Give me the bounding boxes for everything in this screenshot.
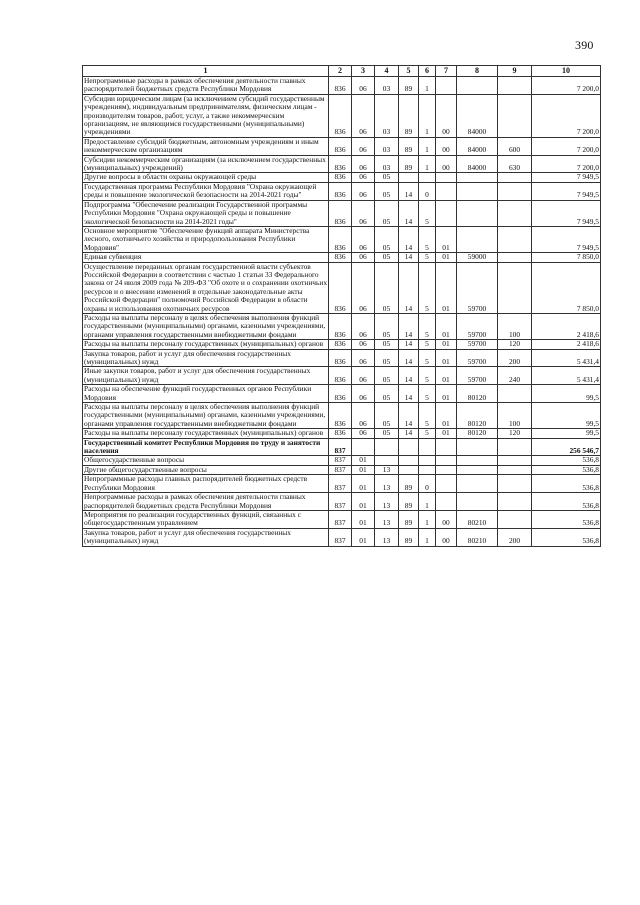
row-code-7: 01 [436,429,457,438]
table-row [83,403,601,429]
row-code-9 [498,456,532,465]
table-row [83,456,601,465]
row-amount: 7 850,0 [532,253,601,262]
row-code-8: 84000 [457,94,498,137]
row-code-3: 06 [352,173,375,182]
table-row [83,493,601,511]
row-code-5: 14 [399,182,419,200]
row-code-2: 836 [329,173,352,182]
row-code-9 [498,262,532,313]
row-code-7: 00 [436,155,457,173]
row-code-2: 836 [329,313,352,339]
row-code-2: 836 [329,94,352,137]
row-code-2: 836 [329,182,352,200]
row-code-4: 03 [375,94,399,137]
table-body [83,77,601,547]
row-description: Другие вопросы в области охраны окружающей среды [83,173,329,182]
row-code-9 [498,493,532,511]
row-code-4 [375,438,399,456]
row-code-6: 5 [419,200,436,226]
row-description: Субсидии юридическим лицам (за исключением субсидий государственным учреждениям), индивидуальным предпринимателям, физическим лицам - производителям товаров, работ, услуг, а также некоммерческим организациям, не являющимся государственными (муниципальными) учреждениями [83,94,329,137]
row-code-7 [436,173,457,182]
row-code-6: 5 [419,367,436,385]
row-code-3: 01 [352,465,375,474]
row-code-5 [399,438,419,456]
header-cell: 1 [83,66,329,77]
row-code-2: 836 [329,253,352,262]
row-code-7: 00 [436,137,457,155]
row-code-9: 120 [498,429,532,438]
table-row [83,385,601,403]
row-code-5: 89 [399,528,419,546]
row-code-6: 5 [419,385,436,403]
row-code-4: 13 [375,475,399,493]
row-code-7: 00 [436,528,457,546]
row-code-3: 06 [352,313,375,339]
row-code-4: 05 [375,349,399,367]
row-code-2: 836 [329,200,352,226]
table-header-row [83,66,601,77]
row-amount: 99,5 [532,403,601,429]
row-code-5: 14 [399,253,419,262]
row-description: Расходы на выплаты персоналу в целях обеспечения выполнения функций государственными (муниципальными) органами, казенными учреждениями, органами управления государственными внебюджетными фондами [83,403,329,429]
row-code-4: 05 [375,253,399,262]
header-cell: 3 [352,66,375,77]
row-code-8: 80210 [457,510,498,528]
row-description: Расходы на обеспечение функций государственных органов Республики Мордовия [83,385,329,403]
row-code-2: 836 [329,349,352,367]
row-code-8: 80120 [457,385,498,403]
row-amount: 536,8 [532,456,601,465]
row-code-7: 01 [436,385,457,403]
row-code-8: 59700 [457,367,498,385]
row-amount: 2 418,6 [532,313,601,339]
row-code-6 [419,456,436,465]
row-code-3: 06 [352,429,375,438]
row-code-7: 01 [436,253,457,262]
table-row [83,475,601,493]
row-amount: 5 431,4 [532,367,601,385]
table-row [83,182,601,200]
row-code-2: 836 [329,367,352,385]
row-code-5: 14 [399,262,419,313]
row-code-4: 05 [375,226,399,252]
header-cell: 8 [457,66,498,77]
row-code-4: 03 [375,155,399,173]
row-code-9: 100 [498,313,532,339]
row-code-9: 100 [498,403,532,429]
row-code-6 [419,438,436,456]
row-code-9: 240 [498,367,532,385]
row-code-2: 836 [329,226,352,252]
row-code-3: 06 [352,77,375,95]
row-code-5: 14 [399,340,419,349]
table-row [83,528,601,546]
table-row [83,262,601,313]
table-row [83,200,601,226]
row-code-4: 13 [375,493,399,511]
row-code-6: 5 [419,403,436,429]
row-code-3: 06 [352,403,375,429]
row-code-2: 837 [329,528,352,546]
row-code-7 [436,493,457,511]
row-amount: 7 949,5 [532,182,601,200]
row-description: Другие общегосударственные вопросы [83,465,329,474]
row-code-8 [457,465,498,474]
row-code-7: 01 [436,403,457,429]
row-code-7: 01 [436,262,457,313]
row-code-3: 06 [352,200,375,226]
row-code-5: 89 [399,510,419,528]
row-code-4: 05 [375,429,399,438]
row-description: Непрограммные расходы в рамках обеспечения деятельности главных распорядителей бюджетных средств Республики Мордовия [83,77,329,95]
row-description: Подпрограмма "Обеспечение реализации Государственной программы Республики Мордовия "Охрана окружающей среды и повышение экологической безопасности на 2014-2021 годы" [83,200,329,226]
row-code-9 [498,182,532,200]
row-code-9 [498,465,532,474]
header-cell: 6 [419,66,436,77]
row-code-2: 837 [329,456,352,465]
row-code-4: 05 [375,403,399,429]
row-code-6: 0 [419,182,436,200]
row-code-7: 01 [436,226,457,252]
row-code-5: 89 [399,77,419,95]
row-code-6: 1 [419,94,436,137]
row-code-9 [498,200,532,226]
row-code-2: 836 [329,137,352,155]
row-code-5: 14 [399,429,419,438]
table-row [83,137,601,155]
row-code-4: 05 [375,385,399,403]
row-code-2: 836 [329,429,352,438]
row-code-3: 06 [352,137,375,155]
row-code-7 [436,475,457,493]
row-code-3: 01 [352,493,375,511]
row-code-8: 84000 [457,137,498,155]
row-code-9: 600 [498,137,532,155]
row-code-4: 03 [375,137,399,155]
row-code-4: 05 [375,173,399,182]
row-code-8 [457,200,498,226]
row-code-9 [498,77,532,95]
row-amount: 2 418,6 [532,340,601,349]
row-description: Закупка товаров, работ и услуг для обеспечения государственных (муниципальных) нужд [83,528,329,546]
row-code-8: 59700 [457,340,498,349]
table-row [83,438,601,456]
table-row [83,155,601,173]
row-code-6: 5 [419,313,436,339]
row-code-2: 836 [329,77,352,95]
row-code-5: 14 [399,367,419,385]
table-row [83,77,601,95]
row-code-8 [457,77,498,95]
row-code-5: 89 [399,137,419,155]
row-amount: 7 949,5 [532,173,601,182]
row-description: Мероприятия по реализации государственных функций, связанных с общегосударственным управлением [83,510,329,528]
row-code-6: 5 [419,253,436,262]
row-code-4: 05 [375,182,399,200]
row-code-8: 59700 [457,313,498,339]
row-code-4: 03 [375,77,399,95]
budget-table [82,65,601,547]
row-code-5 [399,456,419,465]
row-code-7 [436,200,457,226]
row-code-8: 59700 [457,349,498,367]
row-amount: 536,8 [532,475,601,493]
table-row [83,94,601,137]
row-amount: 7 850,0 [532,262,601,313]
row-code-9 [498,385,532,403]
row-code-7: 01 [436,349,457,367]
row-code-7: 01 [436,367,457,385]
row-code-3: 01 [352,456,375,465]
row-code-8: 59000 [457,253,498,262]
row-code-7: 01 [436,313,457,339]
table-row [83,313,601,339]
row-amount: 536,8 [532,510,601,528]
row-code-6: 1 [419,137,436,155]
row-code-5: 14 [399,226,419,252]
row-description: Расходы на выплаты персоналу государственных (муниципальных) органов [83,340,329,349]
row-code-5: 89 [399,475,419,493]
row-description: Расходы на выплаты персоналу в целях обеспечения выполнения функций государственными (муниципальными) органами, казенными учреждениями, органами управления государственными внебюджетными фондами [83,313,329,339]
row-code-3: 06 [352,367,375,385]
header-cell: 9 [498,66,532,77]
row-description: Предоставление субсидий бюджетным, автономным учреждениям и иным некоммерческим организациям [83,137,329,155]
row-code-3: 06 [352,94,375,137]
header-cell: 2 [329,66,352,77]
row-code-2: 836 [329,403,352,429]
row-amount: 536,8 [532,465,601,474]
row-code-3: 06 [352,182,375,200]
table-row [83,173,601,182]
row-code-8: 80120 [457,429,498,438]
row-code-3: 06 [352,226,375,252]
row-code-9 [498,475,532,493]
row-code-2: 836 [329,155,352,173]
header-cell: 4 [375,66,399,77]
row-code-4: 13 [375,528,399,546]
row-code-4 [375,456,399,465]
row-code-5 [399,465,419,474]
header-cell: 7 [436,66,457,77]
row-code-7: 00 [436,94,457,137]
row-code-3: 06 [352,253,375,262]
row-amount: 536,8 [532,493,601,511]
row-description: Иные закупки товаров, работ и услуг для обеспечения государственных (муниципальных) нужд [83,367,329,385]
row-description: Непрограммные расходы главных распорядителей бюджетных средств Республики Мордовия [83,475,329,493]
table-row [83,340,601,349]
row-code-5: 14 [399,403,419,429]
row-code-2: 837 [329,510,352,528]
row-code-6: 5 [419,262,436,313]
row-description: Субсидии некоммерческим организациям (за исключением государственных (муниципальных) учреждений) [83,155,329,173]
row-code-8 [457,493,498,511]
row-amount: 99,5 [532,385,601,403]
row-code-9: 120 [498,340,532,349]
row-code-7 [436,438,457,456]
row-code-2: 836 [329,385,352,403]
row-code-4: 05 [375,262,399,313]
page-number: 390 [575,38,594,52]
row-code-5: 14 [399,349,419,367]
row-code-4: 13 [375,510,399,528]
row-code-5: 89 [399,493,419,511]
row-amount: 7 200,0 [532,77,601,95]
row-code-5: 14 [399,385,419,403]
row-code-9 [498,226,532,252]
row-code-6: 1 [419,77,436,95]
row-code-6: 1 [419,155,436,173]
row-code-6: 1 [419,493,436,511]
table-row [83,465,601,474]
table-row [83,510,601,528]
row-amount: 99,5 [532,429,601,438]
row-code-6: 5 [419,226,436,252]
row-code-5: 89 [399,155,419,173]
row-code-8 [457,182,498,200]
row-code-2: 837 [329,438,352,456]
row-code-8: 84000 [457,155,498,173]
row-code-2: 836 [329,340,352,349]
row-code-2: 837 [329,465,352,474]
row-code-3: 06 [352,385,375,403]
row-code-2: 837 [329,475,352,493]
row-code-5 [399,173,419,182]
row-code-9 [498,438,532,456]
row-description: Общегосударственные вопросы [83,456,329,465]
row-code-8 [457,438,498,456]
row-code-6: 1 [419,510,436,528]
row-code-4: 05 [375,367,399,385]
row-code-4: 13 [375,465,399,474]
row-amount: 5 431,4 [532,349,601,367]
row-code-3: 01 [352,510,375,528]
row-description: Основное мероприятие "Обеспечение функций аппарата Министерства лесного, охотничьего хозяйства и природопользования Республики Мордовия" [83,226,329,252]
row-code-9: 200 [498,349,532,367]
row-code-8: 80120 [457,403,498,429]
row-code-9 [498,253,532,262]
row-code-9 [498,173,532,182]
row-amount: 7 200,0 [532,94,601,137]
row-description: Осуществление переданных органам государственной власти субъектов Российской Федерации в соответствии с частью 1 статьи 33 Федерального закона от 24 июля 2009 года № 209-ФЗ "Об охоте и о сохранении охотничьих ресурсов и о внесении изменений в отдельные законодательные акты Российской Федерации" полномочий Российской Федерации в области охраны и использования охотничьих ресурсов [84,262,328,313]
row-code-4: 05 [375,313,399,339]
row-code-8 [457,173,498,182]
row-description: Расходы на выплаты персоналу государственных (муниципальных) органов [83,429,329,438]
header-cell: 5 [399,66,419,77]
header-cell: 10 [532,66,601,77]
row-code-7 [436,77,457,95]
row-code-8: 59700 [457,262,498,313]
row-code-6: 1 [419,528,436,546]
row-code-8: 80210 [457,528,498,546]
table-row [83,349,601,367]
row-code-8 [457,475,498,493]
row-amount: 7 949,5 [532,200,601,226]
row-code-9 [498,510,532,528]
row-code-3: 06 [352,155,375,173]
row-code-7 [436,465,457,474]
row-description: Закупка товаров, работ и услуг для обеспечения государственных (муниципальных) нужд [83,349,329,367]
row-amount: 7 200,0 [532,137,601,155]
row-description: Единая субвенция [83,253,329,262]
row-code-3: 06 [352,349,375,367]
table-row [83,226,601,252]
row-description: Непрограммные расходы в рамках обеспечения деятельности главных распорядителей бюджетных средств Республики Мордовия [83,493,329,511]
row-code-5: 14 [399,200,419,226]
row-code-5: 14 [399,313,419,339]
row-code-3: 06 [352,262,375,313]
row-code-6: 5 [419,349,436,367]
row-amount: 7 949,5 [532,226,601,252]
row-description: Государственный комитет Республики Мордовия по труду и занятости населения [83,438,329,456]
table-row [83,429,601,438]
row-code-8 [457,456,498,465]
row-code-6: 0 [419,475,436,493]
row-code-2: 837 [329,493,352,511]
row-amount: 256 546,7 [532,438,601,456]
row-code-4: 05 [375,340,399,349]
row-code-6: 5 [419,340,436,349]
row-code-6 [419,173,436,182]
row-code-6: 5 [419,429,436,438]
row-description: Государственная программа Республики Мордовия "Охрана окружающей среды и повышение экологической безопасности на 2014-2021 годы" [83,182,329,200]
row-amount: 536,8 [532,528,601,546]
row-code-7 [436,182,457,200]
row-amount: 7 200,0 [532,155,601,173]
row-code-9: 200 [498,528,532,546]
row-code-7 [436,456,457,465]
row-code-3: 01 [352,528,375,546]
table-row [83,253,601,262]
row-code-7: 01 [436,340,457,349]
row-code-7: 00 [436,510,457,528]
table-row [83,367,601,385]
row-code-6 [419,465,436,474]
row-code-3 [352,438,375,456]
row-code-5: 89 [399,94,419,137]
row-code-2: 836 [329,262,352,313]
row-code-3: 06 [352,340,375,349]
row-code-9: 630 [498,155,532,173]
row-code-8 [457,226,498,252]
row-code-3: 01 [352,475,375,493]
row-code-4: 05 [375,200,399,226]
row-code-9 [498,94,532,137]
